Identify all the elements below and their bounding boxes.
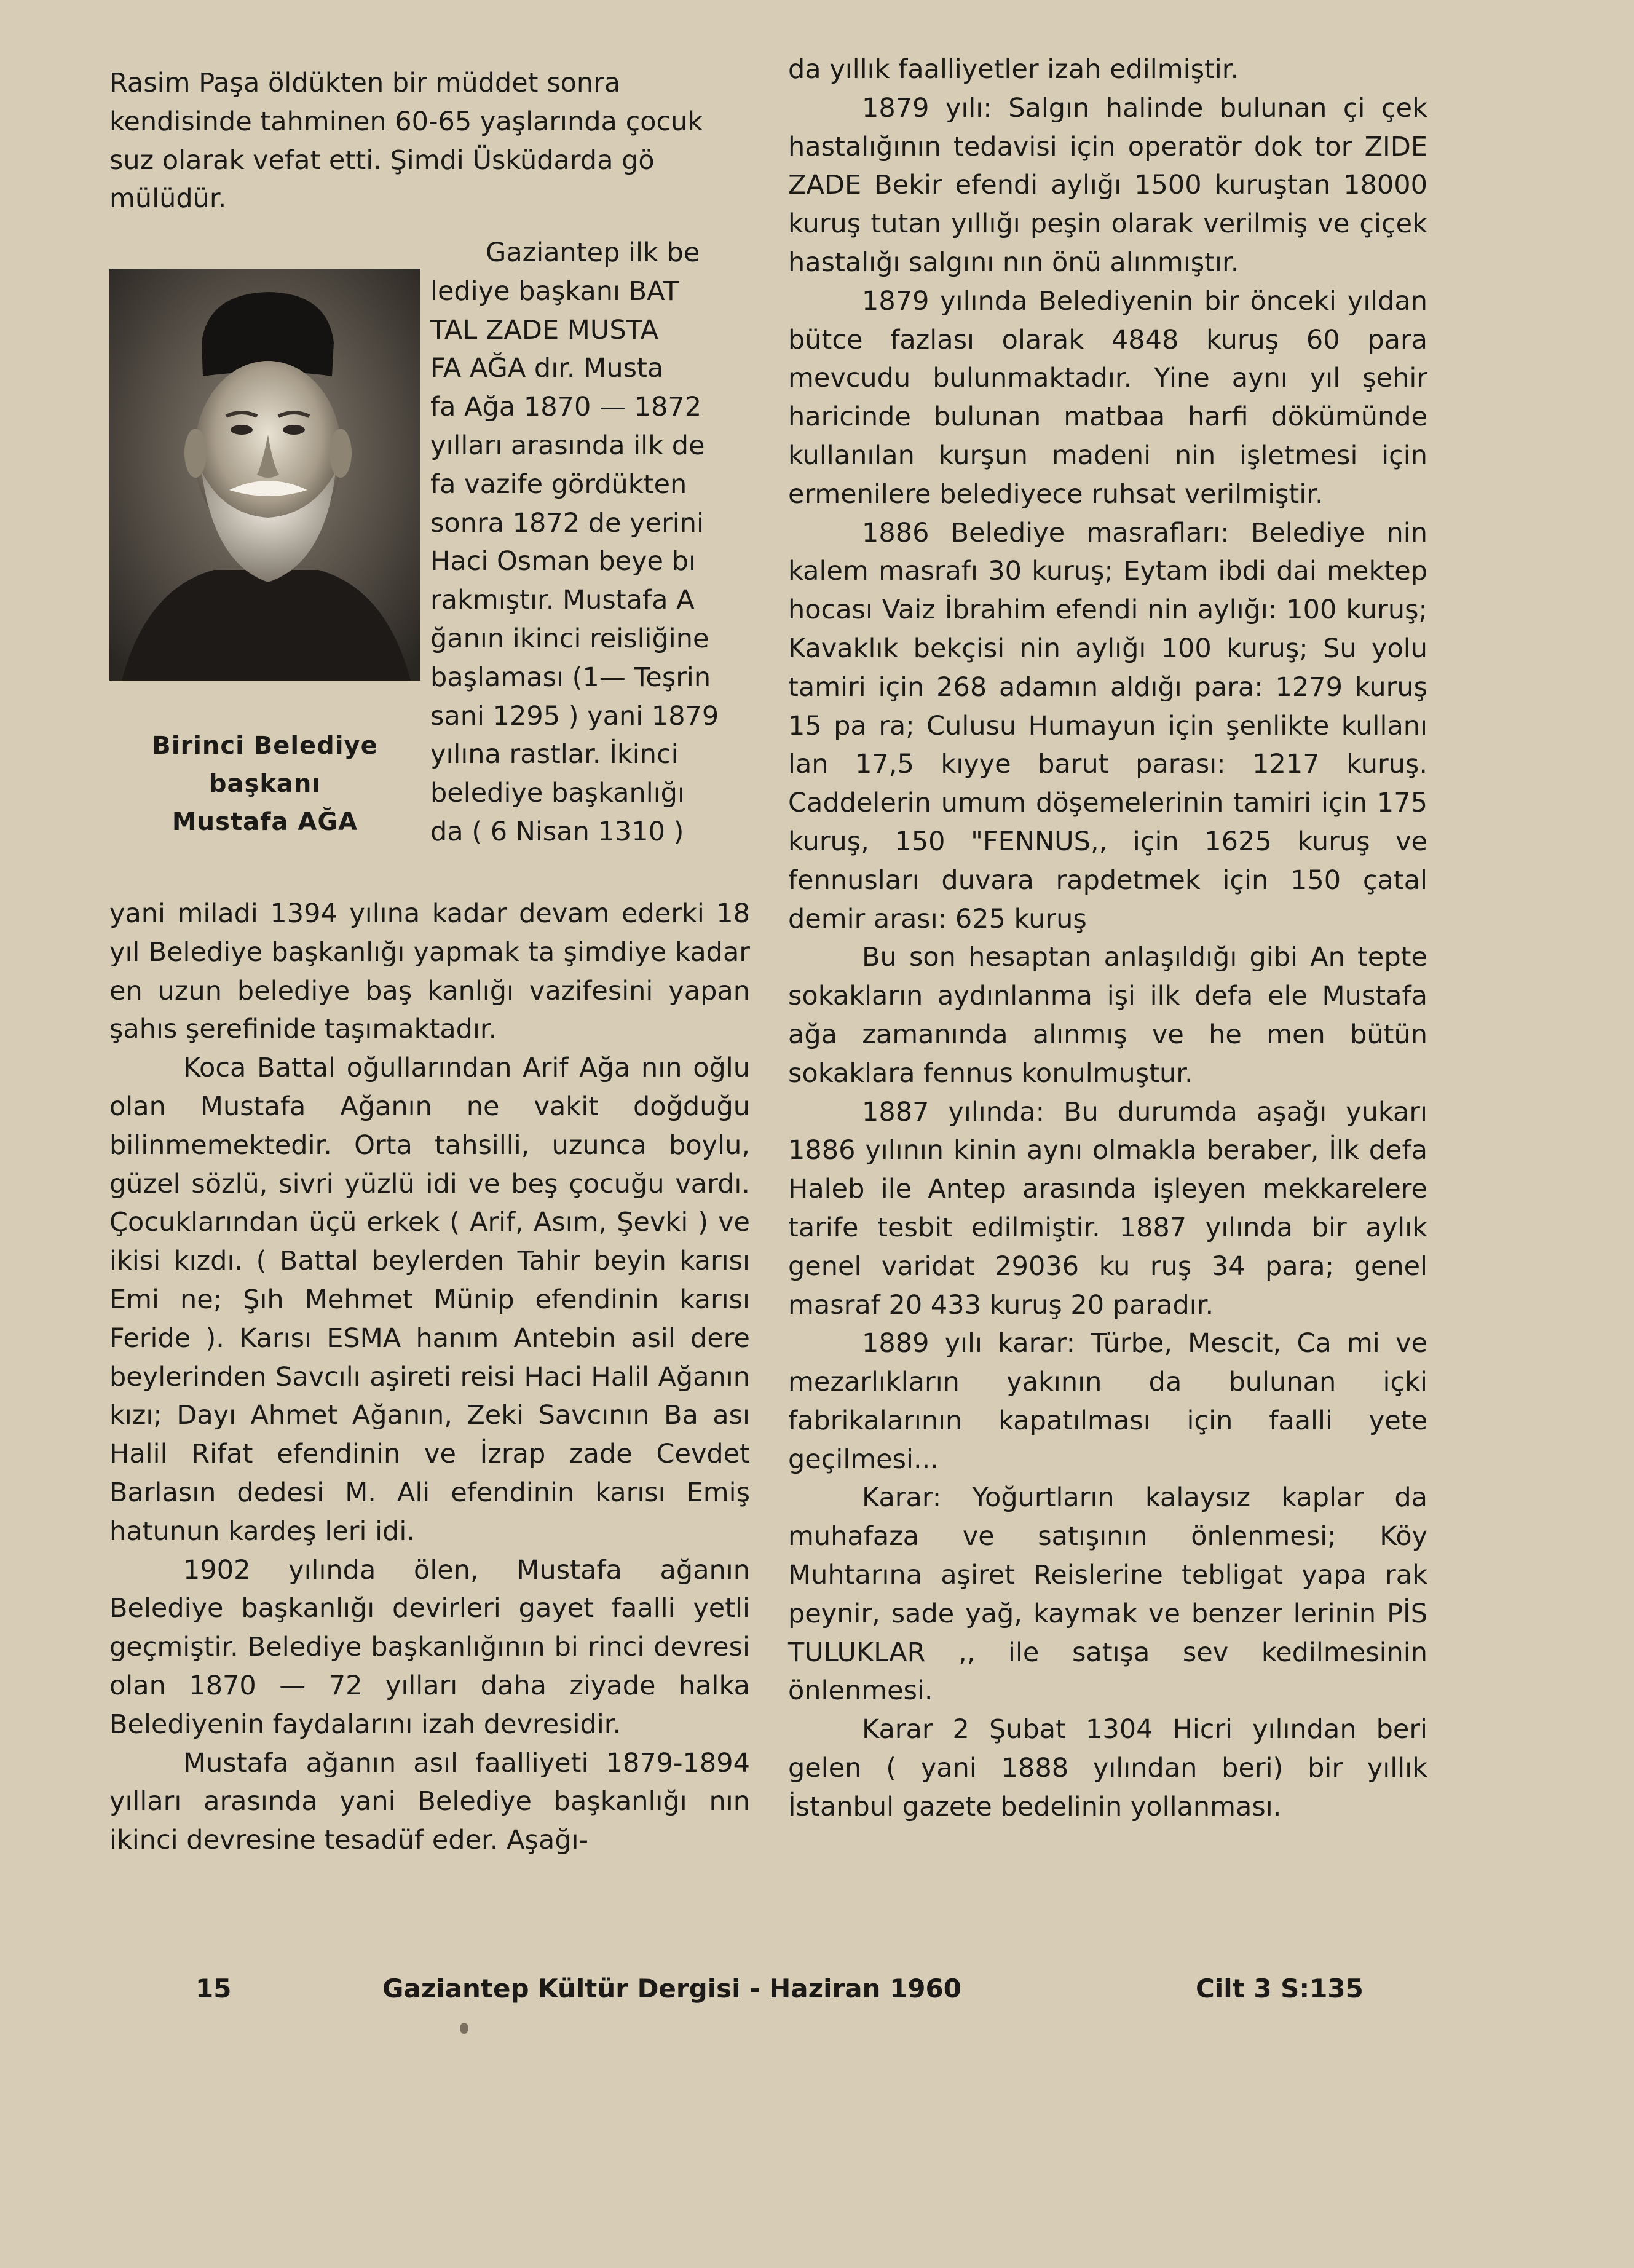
beside-line: lediye başkanı BAT [430,275,679,307]
caption-line: başkanı [208,770,322,798]
paragraph: 1889 yılı karar: Türbe, Mescit, Ca mi ve mezarlıkların yakının da bulunan içki fabrikalarının kapatılması için faalli yete geçilmesi... [788,1328,1427,1475]
beside-line: TAL ZADE MUSTA [430,314,659,346]
page-number: 15 [195,1974,232,2004]
beside-line: FA AĞA dır. Musta [430,353,664,384]
left-top-line: kendisinde tahminen 60-65 yaşlarında çocuk [109,106,703,137]
beside-line: rakmıştır. Mustafa A [430,585,695,616]
beside-line: Haci Osman beye bı [430,546,696,577]
beside-line: fa Ağa 1870 — 1872 [430,392,702,423]
left-column-top [109,64,750,218]
text-beside-photo [430,234,750,851]
caption-line: Mustafa AĞA [172,808,358,836]
beside-line: sani 1295 ) yani 1879 [430,700,719,732]
left-top-line: mülüdür. [109,183,227,215]
volume-issue: Cilt 3 S:135 [1196,1974,1364,2004]
beside-line: ğanın ikinci reisliğine [430,623,709,654]
paragraph: 1902 yılında ölen, Mustafa ağanın Belediye başkanlığı devirleri gayet faalli yetli geçmiştir. Belediye başkanlığının bi rinci devresi olan 1870 — 72 yılları daha ziyade halka Belediyenin faydalarını izah devresidir. [109,1554,750,1740]
portrait-photo [109,269,420,681]
paragraph: 1879 yılında Belediyenin bir önceki yıldan bütce fazlası olarak 4848 kuruş 60 para mevcudu bulunmaktadır. Yine aynı yıl şehir haricinde bulunan matbaa harfi dökümünde kullanılan kurşun madeni nin işletmesi için ermenilere belediyece ruhsat verilmiştir. [788,285,1427,510]
left-column-body [109,895,750,1860]
paragraph: 1879 yılı: Salgın halinde bulunan çi çek hastalığının tedavisi için operatör dok tor ZIDE ZADE Bekir efendi aylığı 1500 kuruştan 18000 kuruş tutan yıllığı peşin olarak verilmiş ve çiçek hastalığı salgını nın önü alınmıştır. [788,92,1427,278]
caption-line: Birinci Belediye [152,732,378,760]
paragraph: 1886 Belediye masrafları: Belediye nin kalem masrafı 30 kuruş; Eytam ibdi dai mektep hocası Vaiz İbrahim efendi nin aylığı: 100 kuruş; Kavaklık bekçisi nin aylığı 100 kuruş; Su yolu tamiri için 268 adamın aldığı para: 1279 kuruş 15 pa ra; Culusu Humayun için şenlikte kullanı lan 17,5 kıyye barut parası: 1217 kuruş. Caddelerin umum döşemelerinin tamiri için 175 kuruş, 150 "FENNUS,, için 1625 kuruş ve fennusları duvara rapdetmek için 150 çatal demir arası: 625 kuruş [788,517,1427,934]
paragraph: Bu son hesaptan anlaşıldığı gibi An tepte sokakların aydınlanma işi ilk defa ele Mustafa ağa zamanında alınmış ve he men bütün sokaklara fennus konulmuştur. [788,942,1427,1089]
print-speck [460,2023,468,2034]
beside-line: da ( 6 Nisan 1310 ) [430,816,684,847]
beside-line: fa vazife gördükten [430,468,687,500]
photo-caption [109,727,420,841]
beside-line: sonra 1872 de yerini [430,507,704,539]
beside-line: yılına rastlar. İkinci [430,739,679,770]
right-column [788,50,1427,1827]
journal-title: Gaziantep Kültür Dergisi - Haziran 1960 [382,1974,961,2004]
paragraph: da yıllık faalliyetler izah edilmiştir. [788,54,1239,85]
paragraph: Mustafa ağanın asıl faalliyeti 1879-1894 yılları arasında yani Belediye başkanlığı nın ikinci devresine tesadüf eder. Aşağı- [109,1747,750,1856]
left-top-line: suz olarak vefat etti. Şimdi Üsküdarda gö [109,144,655,176]
paragraph: Karar: Yoğurtların kalaysız kaplar da muhafaza ve satışının önlenmesi; Köy Muhtarına aşiret Reislerine tebligat yapa rak peynir, sade yağ, kaymak ve benzer lerinin PİS TULUKLAR ,, ile satışa sev kedilmesinin önlenmesi. [788,1482,1427,1707]
left-top-line: Rasim Paşa öldükten bir müddet sonra [109,68,621,98]
paragraph: Karar 2 Şubat 1304 Hicri yılından beri gelen ( yani 1888 yılından beri) bir yıllık İstanbul gazete bedelinin yollanması. [788,1714,1427,1822]
beside-line: başlaması (1— Teşrin [430,662,711,693]
paragraph: Koca Battal oğullarından Arif Ağa nın oğlu olan Mustafa Ağanın ne vakit doğduğu bilinmemektedir. Orta tahsilli, uzunca boylu, güzel sözlü, sivri yüzlü idi ve beş çocuğu vardı. Çocuklarından üçü erkek ( Arif, Asım, Şevki ) ve ikisi kızdı. ( Battal beylerden Tahir beyin karısı Emi ne; Şıh Mehmet Münip efendinin karısı Feride ). Karısı ESMA hanım Antebin asil dere beylerinden Savcılı aşireti reisi Haci Halil Ağanın kızı; Dayı Ahmet Ağanın, Zeki Savcının Ba ası Halil Rifat efendinin ve İzrap zade Cevdet Barlasın dedesi M. Ali efendinin karısı Emiş hatunun kardeş leri idi. [109,1053,750,1547]
beside-line: belediye başkanlığı [430,778,685,809]
beside-line: yılları arasında ilk de [430,430,705,461]
paragraph: 1887 yılında: Bu durumda aşağı yukarı 1886 yılının kinin aynı olmakla beraber, İlk defa Haleb ile Antep arasında işleyen mekkarelere tarife tesbit edilmiştir. 1887 yılında bir aylık genel varidat 29036 ku ruş 34 para; genel masraf 20 433 kuruş 20 paradır. [788,1096,1427,1321]
page-footer [0,1974,1634,2010]
paragraph: yani miladi 1394 yılına kadar devam ederki 18 yıl Belediye başkanlığı yapmak ta şimdiye kadar en uzun belediye baş kanlığı vazifesini yapan şahıs şerefinide taşımaktadır. [109,898,750,1045]
beside-line: Gaziantep ilk be [486,237,700,268]
